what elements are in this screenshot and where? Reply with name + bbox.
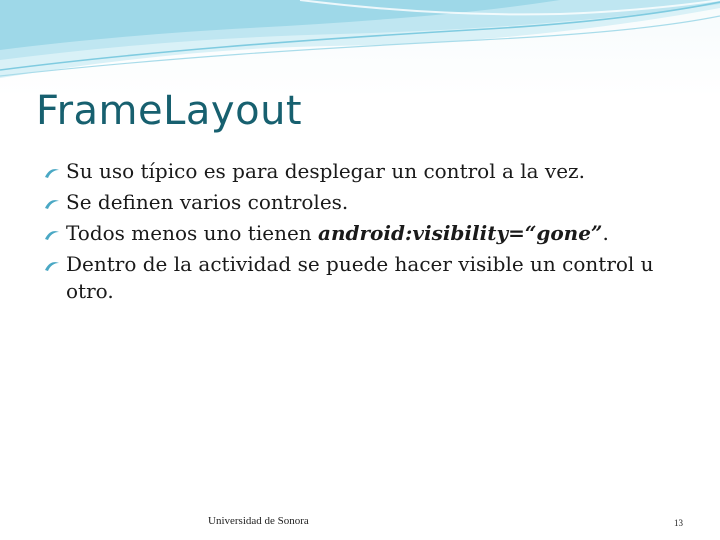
bullet-list [44,158,684,309]
swoosh-bullet-icon [44,229,60,241]
swoosh-bullet-icon [44,198,60,210]
header-wave-decoration [0,0,720,90]
bullet-item [44,189,684,216]
bullet-emphasis-code: android:visibility=“gone” [318,221,603,245]
bullet-item [44,158,684,185]
footer-institution: Universidad de Sonora [208,515,309,527]
bullet-text: Se definen varios controles. [66,190,349,214]
bullet-item [44,251,684,305]
bullet-text: Dentro de la actividad se puede hacer visible un control u otro. [66,252,654,303]
swoosh-bullet-icon [44,260,60,272]
bullet-item [44,220,684,247]
bullet-text-end: . [602,221,609,245]
bullet-text: Su uso típico es para desplegar un control a la vez. [66,159,585,183]
bullet-text: Todos menos uno tienen [66,221,319,245]
swoosh-bullet-icon [44,167,60,179]
slide-title: FrameLayout [36,88,303,134]
slide-number: 13 [674,518,683,528]
